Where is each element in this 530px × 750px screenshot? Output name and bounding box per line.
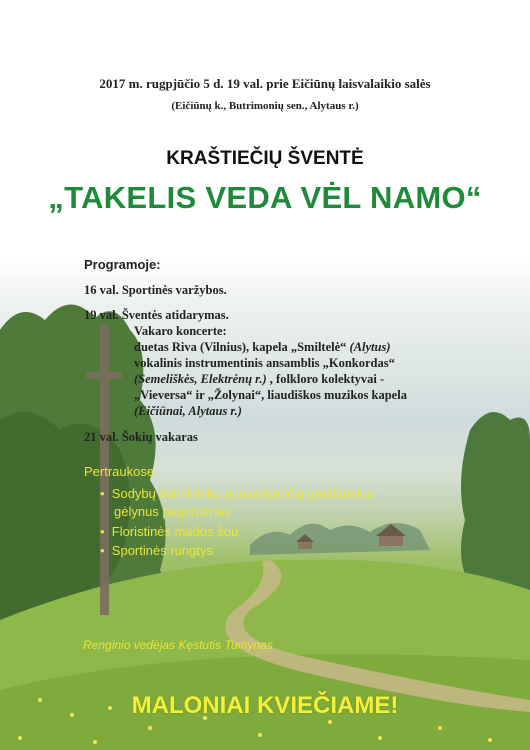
concert-line-1-text: duetas Riva (Vilnius), kapela „Smiltelė“ bbox=[134, 340, 350, 354]
date-place-line: 2017 m. rugpjūčio 5 d. 19 val. prie Eičiūnų laisvalaikio salės bbox=[99, 76, 431, 91]
breaks-heading: Pertraukose: bbox=[84, 464, 158, 479]
program-item-2: 19 val. Šventės atidarymas. bbox=[84, 308, 229, 322]
concert-line-5-place: (Eičiūnai, Alytaus r.) bbox=[134, 404, 242, 418]
concert-line-3-text: , folkloro kolektyvai - bbox=[266, 372, 385, 386]
host-line: Renginio vedėjas Kęstutis Tumynas bbox=[83, 638, 273, 652]
location-line: (Eičiūnų k., Butrimonių sen., Alytaus r.) bbox=[171, 100, 359, 112]
bullet-icon: • bbox=[100, 524, 105, 539]
break-item bbox=[100, 486, 373, 501]
concert-line-1-place: (Alytus) bbox=[349, 340, 391, 354]
invitation-text: MALONIAI KVIEČIAME! bbox=[131, 692, 399, 719]
concert-line-3 bbox=[134, 372, 384, 387]
concert-heading: Vakaro koncerte: bbox=[134, 324, 227, 338]
break-item bbox=[100, 524, 238, 539]
concert-line-1 bbox=[134, 340, 391, 355]
program-heading: Programoje: bbox=[84, 257, 161, 272]
break-item-text: Floristinės mados šou bbox=[111, 524, 239, 539]
bullet-icon: • bbox=[100, 543, 105, 558]
break-item-continuation: gėlynus pagerbimas bbox=[114, 504, 231, 519]
program-item-3: 21 val. Šokių vakaras bbox=[84, 430, 198, 444]
event-title: KRAŠTIEČIŲ ŠVENTĖ bbox=[166, 148, 364, 169]
concert-line-3-place: (Semeliškės, Elektrėnų r.) bbox=[134, 372, 267, 386]
concert-line-2: vokalinis instrumentinis ansamblis „Konkordas“ bbox=[134, 356, 395, 370]
event-name: „TAKELIS VEDA VĖL NAMO“ bbox=[48, 180, 482, 215]
break-item-text: Sportinės rungtys bbox=[111, 543, 213, 558]
program-item-1: 16 val. Sportinės varžybos. bbox=[84, 283, 227, 297]
concert-line-5 bbox=[134, 404, 242, 419]
concert-line-4: „Vieversa“ ir „Žolynai“, liaudiškos muzikos kapela bbox=[134, 388, 407, 402]
break-item bbox=[100, 543, 213, 558]
right-tree-cluster bbox=[461, 412, 530, 594]
break-item-text: Sodybų šeimininkų puoselėjančių gražiausius bbox=[111, 486, 374, 501]
bullet-icon: • bbox=[100, 486, 105, 501]
